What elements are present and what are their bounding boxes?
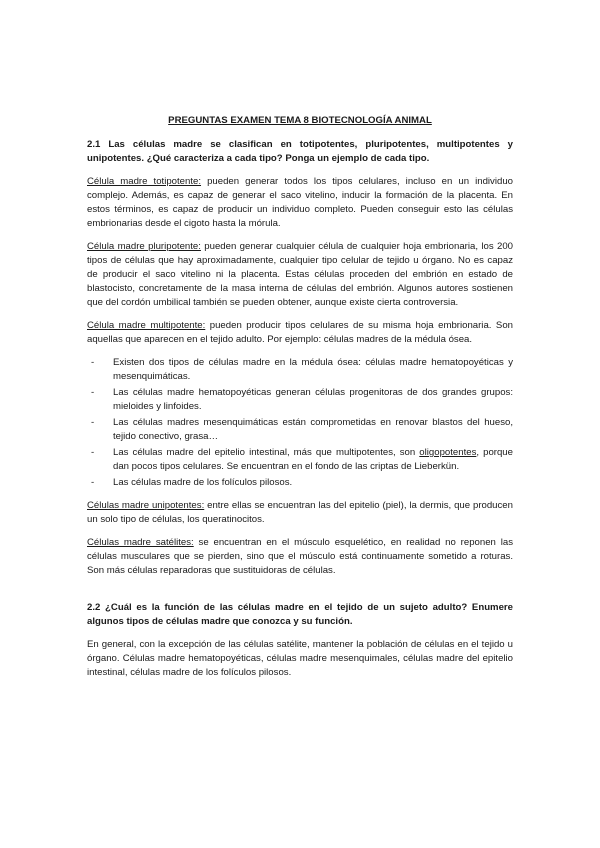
question-text: ¿Cuál es la función de las células madre en el tejido de un sujeto adulto? Enumere algunos tipos de células madre que conozca y su función.: [87, 602, 513, 627]
question-text: Las células madre se clasifican en totipotentes, pluripotentes, multipotentes y unipotentes. ¿Qué caracteriza a cada tipo? Ponga un ejemplo de cada tipo.: [87, 139, 513, 164]
list-item-text: Las células madre del epitelio intestinal, más que multipotentes, son: [113, 447, 420, 458]
answer-2-2: En general, con la excepción de las células satélite, mantener la población de células en el tejido u órgano. Células madre hematopoyéticas, células madre mesenquimales, células madre del epitelio intestinal, células madre de los folículos pilosos.: [87, 639, 513, 678]
document-page: [87, 114, 513, 689]
term-pluripotente: Célula madre pluripotente:: [87, 241, 201, 252]
term-oligopotentes: oligopotentes: [419, 447, 477, 458]
text-totipotente: pueden generar todos los tipos celulares, incluso en un individuo complejo. Además, es capaz de generar el saco vitelino, inducir la formación de la placenta. En estos términos, es capaz de producir un individuo completo. Pueden conseguir esto las células embrionarias desde el cigoto hasta la mórula.: [87, 176, 513, 229]
term-unipotentes: Células madre unipotentes:: [87, 500, 205, 511]
list-item-text: Las células madre hematopoyéticas generan células progenitoras de dos grandes grupos: mieloides y linfoides.: [113, 387, 513, 412]
list-item: [87, 356, 513, 384]
paragraph-totipotente: [87, 175, 513, 231]
dash-marker: -: [91, 357, 95, 368]
list-item-text: Las células madres mesenquimáticas están comprometidas en renovar blastos del hueso, tejido conectivo, grasa…: [113, 417, 513, 442]
dash-marker: -: [91, 417, 95, 428]
paragraph-satelites: [87, 536, 513, 578]
question-number: 2.1: [87, 139, 101, 150]
list-item-text: Existen dos tipos de células madre en la médula ósea: células madre hematopoyéticas y mesenquimáticas.: [113, 357, 513, 382]
paragraph-unipotentes: [87, 499, 513, 527]
text-satelites: se encuentran en el músculo esquelético, en realidad no reponen las células musculares que se pierden, sino que el músculo está continuamente sometido a roturas. Son más células reparadoras que sustituidoras de células.: [87, 537, 513, 576]
term-multipotente: Célula madre multipotente:: [87, 320, 206, 331]
document-title: PREGUNTAS EXAMEN TEMA 8 BIOTECNOLOGÍA ANIMAL: [168, 115, 432, 126]
dash-marker: -: [91, 447, 95, 458]
list-item-text: Las células madre de los folículos pilosos.: [113, 477, 293, 488]
list-item: [87, 476, 513, 490]
paragraph-pluripotente: [87, 240, 513, 310]
dash-marker: -: [91, 477, 95, 488]
list-item: [87, 446, 513, 474]
text-pluripotente: pueden generar cualquier célula de cualquier hoja embrionaria, los 200 tipos de células que hay aproximadamente, cualquier tipo celular de tejido u órgano. No es capaz de producir el saco vitelino ni la placenta. Estas células proceden del embrión en estado de blastocisto, concretamente de la masa interna de células del embrión. Algunos autores sostienen que del cordón umbilical también se pueden obtener, aunque existe cierta controversia.: [87, 241, 513, 308]
section-spacer: [87, 587, 513, 601]
list-item-text: , porque dan pocos tipos celulares. Se encuentran en el fondo de las criptas de Lieberkün.: [113, 447, 513, 472]
text-multipotente: pueden producir tipos celulares de su misma hoja embrionaria. Son aquellas que aparecen en el tejido adulto. Por ejemplo: células madres de la médula ósea.: [87, 320, 513, 345]
question-number: 2.2: [87, 602, 101, 613]
multipotente-list: [87, 356, 513, 490]
question-2-1: [87, 138, 513, 166]
paragraph-multipotente: [87, 319, 513, 347]
dash-marker: -: [91, 387, 95, 398]
list-item: [87, 416, 513, 444]
list-item: [87, 386, 513, 414]
question-2-2: [87, 601, 513, 629]
term-satelites: Células madre satélites:: [87, 537, 194, 548]
text-unipotentes: entre ellas se encuentran las del epitelio (piel), la dermis, que producen un solo tipo de células, los queratinocitos.: [87, 500, 513, 525]
term-totipotente: Célula madre totipotente:: [87, 176, 202, 187]
